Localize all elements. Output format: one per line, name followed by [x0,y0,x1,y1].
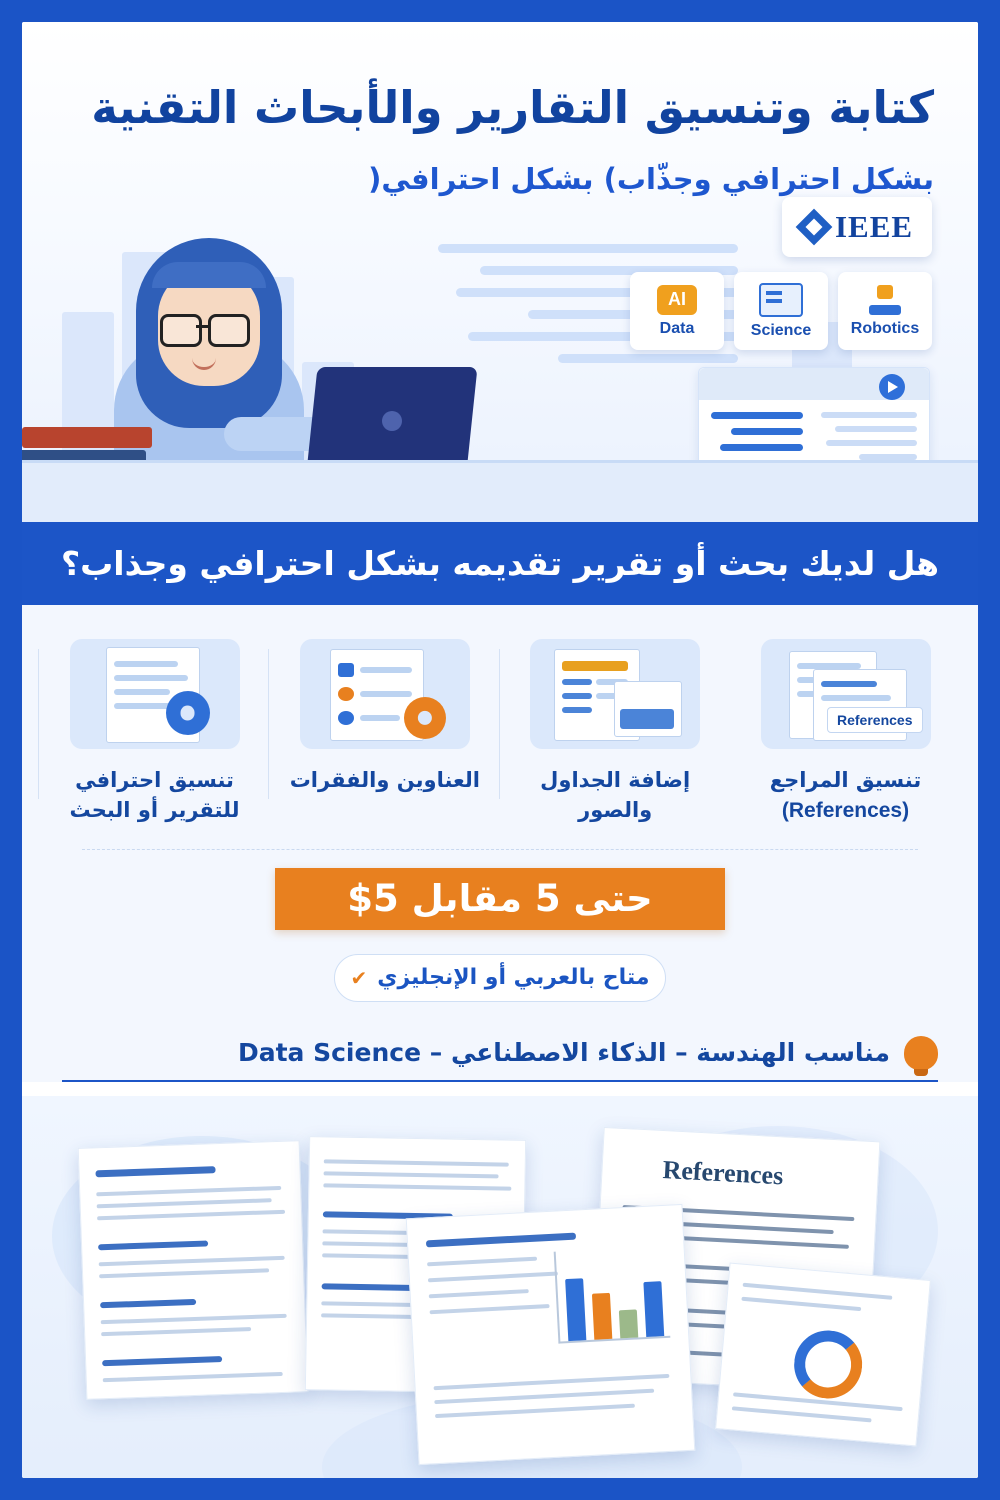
robotics-label: Robotics [850,319,920,337]
language-note [334,954,666,1002]
service-headings-label: العناوين والفقرات [289,768,480,792]
ai-data-label: Data [659,319,695,337]
suitability-row [62,1036,938,1082]
ai-data-badge [630,272,724,350]
references-heading: References [661,1154,785,1191]
check-icon: ✔ [350,965,368,990]
donut-sheet [715,1262,931,1446]
ieee-diamond-icon [796,209,833,246]
service-tables-images [513,639,718,827]
ieee-badge [782,197,932,257]
suitability-text: مناسب الهندسة – الذكاء الاصطناعي – Data Science [237,1038,890,1068]
robot-arm-icon [865,285,905,315]
bottom-illustration [22,1096,978,1478]
illustration-desk [22,460,978,522]
references-chip: References [827,707,923,733]
hero-subtitle: بشكل احترافي وجذّاب) بشكل احترافي( [368,162,934,196]
donut-chart-icon [791,1328,865,1402]
science-label: Science [750,321,812,339]
divider [82,849,918,850]
services-section [22,605,978,837]
robotics-badge [838,272,932,350]
price-ribbon: حتى 5 مقابل 5$ [275,868,725,930]
services-list [52,639,948,827]
headings-icon [300,639,470,749]
service-formatting-label: تنسيق احترافي للتقرير أو البحث [69,768,240,823]
hero-section [22,22,978,522]
service-formatting [52,639,257,827]
presentation-left-lines [711,412,803,460]
lightbulb-icon [904,1036,938,1070]
formatting-icon [70,639,240,749]
tables-images-icon [530,639,700,749]
service-headings [282,639,487,827]
service-tables-images-label: إضافة الجداول والصور [540,768,691,823]
science-icon [759,283,803,317]
language-note-text: متاح بالعربي أو الإنجليزي [377,965,650,991]
science-badge [734,272,828,350]
play-icon [879,374,905,400]
ieee-label: IEEE [834,209,914,244]
topic-badges [630,272,932,350]
hero-title: كتابة وتنسيق التقارير والأبحاث التقنية [91,81,934,134]
references-icon [761,639,931,749]
service-references-label: تنسيق المراجع (References) [769,768,922,823]
chart-sheet [406,1204,696,1465]
service-references [743,639,948,827]
offer-section [22,837,978,1082]
open-book-left-page [78,1140,309,1400]
question-band: هل لديك بحث أو تقرير تقديمه بشكل احترافي وجذاب؟ [22,522,978,605]
ai-chip-icon: AI [657,285,697,315]
poster-inner [22,22,978,1478]
